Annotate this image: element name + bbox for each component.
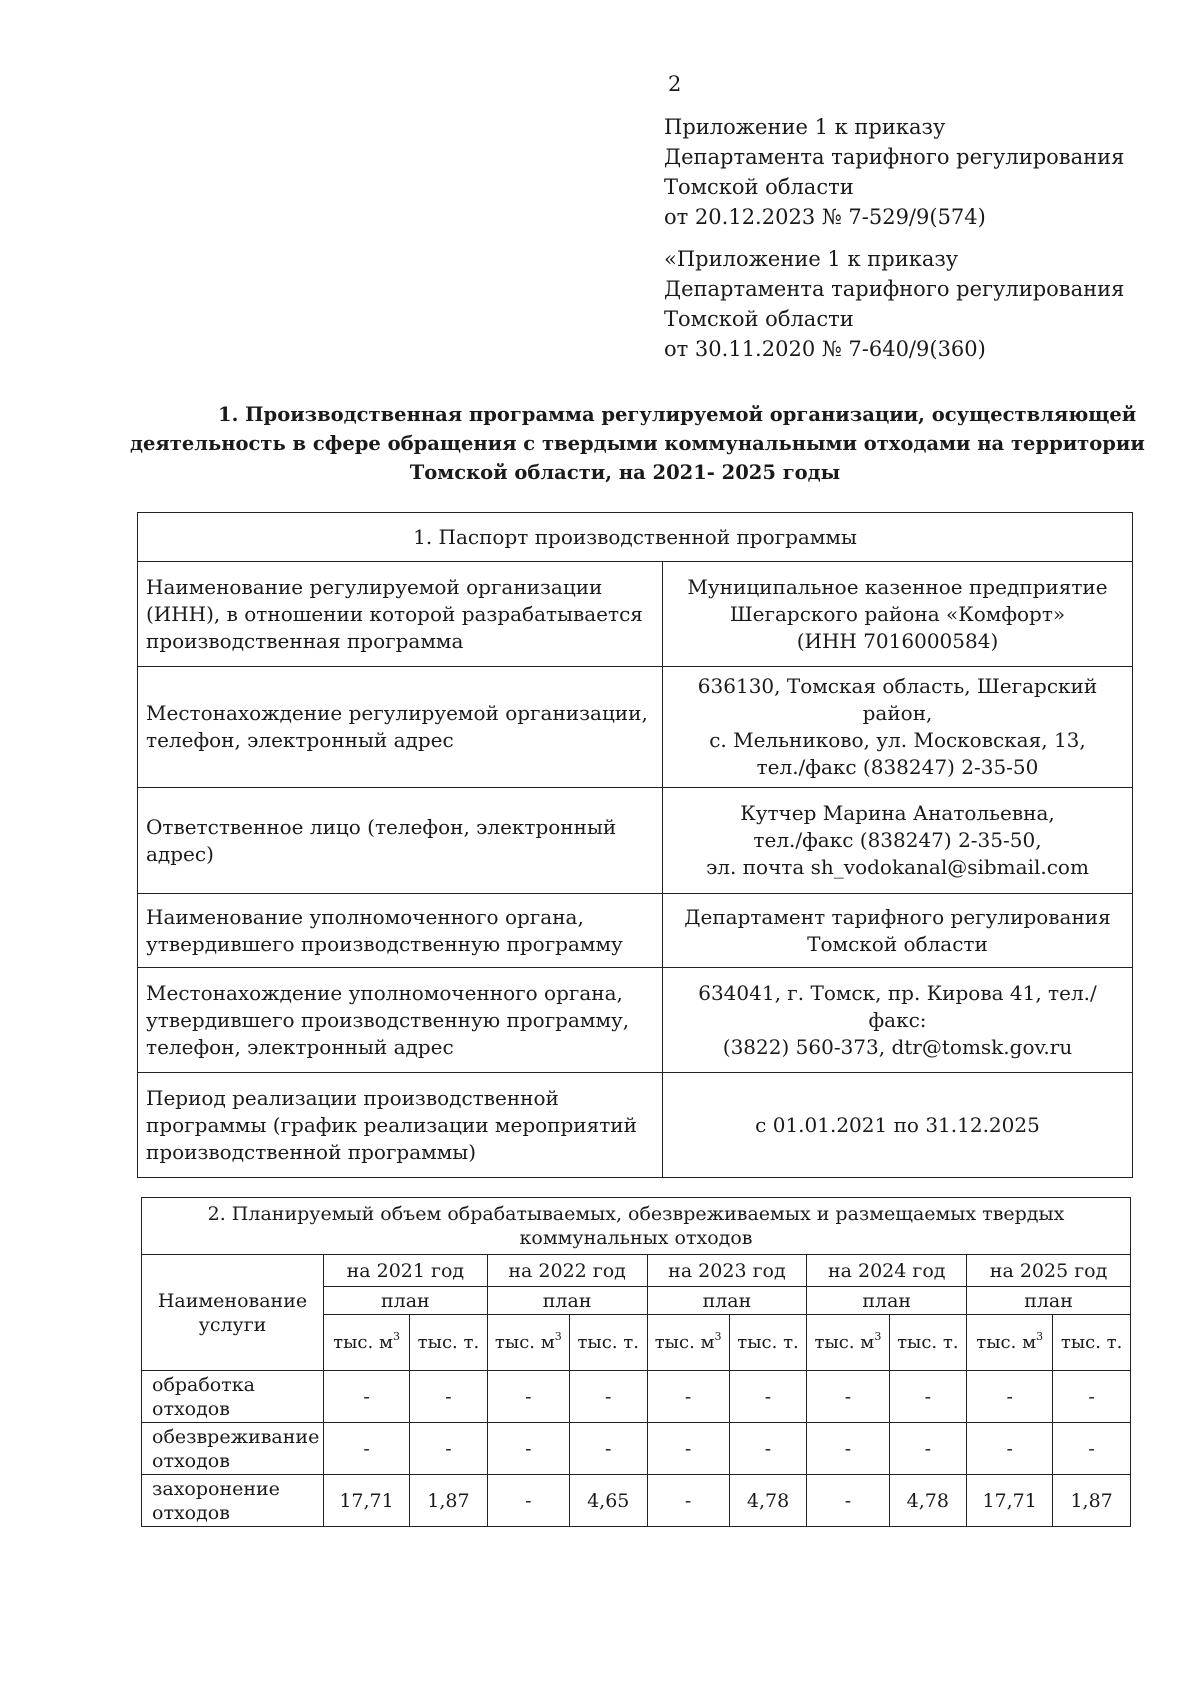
appendix-line: Департамента тарифного регулирования bbox=[664, 277, 1125, 301]
value-cell: - bbox=[889, 1371, 967, 1423]
value-cell: - bbox=[647, 1475, 729, 1527]
table-row bbox=[142, 1423, 1131, 1475]
value-cell: - bbox=[967, 1371, 1053, 1423]
years-row bbox=[142, 1255, 1131, 1287]
title-line: Томской области, на 2021- 2025 годы bbox=[409, 461, 841, 484]
passport-value: с 01.01.2021 по 31.12.2025 bbox=[663, 1073, 1133, 1178]
table-row bbox=[138, 788, 1133, 894]
service-name: захоронение отходов bbox=[142, 1475, 324, 1527]
value-cell: - bbox=[647, 1423, 729, 1475]
appendix-line: «Приложение 1 к приказу bbox=[664, 247, 959, 271]
value-cell: - bbox=[410, 1423, 488, 1475]
unit-m3: тыс. $м^3$ bbox=[487, 1315, 569, 1371]
year-header: на 2024 год bbox=[807, 1255, 967, 1287]
appendix-line: от 30.11.2020 № 7-640/9(360) bbox=[664, 337, 986, 361]
value-cell: 4,65 bbox=[569, 1475, 647, 1527]
value-cell: 4,78 bbox=[889, 1475, 967, 1527]
unit-t: тыс. т. bbox=[1053, 1315, 1131, 1371]
unit-m3: тыс. $м^3$ bbox=[324, 1315, 410, 1371]
appendix-reference-new bbox=[664, 112, 1124, 232]
value-cell: - bbox=[807, 1371, 889, 1423]
unit-m3: тыс. $м^3$ bbox=[807, 1315, 889, 1371]
passport-label: Местонахождение уполномоченного органа, утвердившего производственную программу, телефон, электронный адрес bbox=[138, 968, 663, 1073]
appendix-line: Департамента тарифного регулирования bbox=[664, 145, 1125, 169]
appendix-line: Томской области bbox=[664, 175, 854, 199]
value-cell: 1,87 bbox=[410, 1475, 488, 1527]
unit-t: тыс. т. bbox=[569, 1315, 647, 1371]
service-name: обработка отходов bbox=[142, 1371, 324, 1423]
plan-header: план bbox=[324, 1287, 488, 1315]
table-row bbox=[142, 1371, 1131, 1423]
title-line: деятельность в сфере обращения с твердыми коммунальными отходами на территории bbox=[130, 432, 1145, 455]
unit-m3: тыс. $м^3$ bbox=[647, 1315, 729, 1371]
passport-value: 636130, Томская область, Шегарский район, с. Мельниково, ул. Московская, 13, тел./факс (838247) 2-35-50 bbox=[663, 667, 1133, 788]
value-cell: - bbox=[324, 1423, 410, 1475]
value-cell: - bbox=[410, 1371, 488, 1423]
plan-header: план bbox=[807, 1287, 967, 1315]
volumes-heading: 2. Планируемый объем обрабатываемых, обезвреживаемых и размещаемых твердых коммунальных отходов bbox=[142, 1198, 1131, 1255]
service-header: Наименование услуги bbox=[142, 1255, 324, 1371]
value-cell: - bbox=[1053, 1371, 1131, 1423]
unit-t: тыс. т. bbox=[889, 1315, 967, 1371]
year-header: на 2025 год bbox=[967, 1255, 1131, 1287]
value-cell: - bbox=[807, 1475, 889, 1527]
table-row bbox=[138, 968, 1133, 1073]
year-header: на 2023 год bbox=[647, 1255, 807, 1287]
value-cell: - bbox=[647, 1371, 729, 1423]
plan-header: план bbox=[647, 1287, 807, 1315]
value-cell: - bbox=[569, 1423, 647, 1475]
table-row bbox=[138, 562, 1133, 667]
value-cell: 17,71 bbox=[967, 1475, 1053, 1527]
passport-label: Наименование регулируемой организации (ИНН), в отношении которой разрабатывается производственная программа bbox=[138, 562, 663, 667]
passport-heading-row bbox=[138, 513, 1133, 562]
year-header: на 2021 год bbox=[324, 1255, 488, 1287]
passport-value: Муниципальное казенное предприятие Шегарского района «Комфорт» (ИНН 7016000584) bbox=[663, 562, 1133, 667]
value-cell: - bbox=[967, 1423, 1053, 1475]
title-line: 1. Производственная программа регулируемой организации, осуществляющей bbox=[218, 403, 1137, 426]
passport-label: Ответственное лицо (телефон, электронный адрес) bbox=[138, 788, 663, 894]
passport-value: Департамент тарифного регулирования Томской области bbox=[663, 894, 1133, 968]
unit-m3: тыс. $м^3$ bbox=[967, 1315, 1053, 1371]
table-row bbox=[138, 667, 1133, 788]
value-cell: - bbox=[324, 1371, 410, 1423]
volumes-heading-row bbox=[142, 1198, 1131, 1255]
table-row bbox=[142, 1475, 1131, 1527]
appendix-line: Приложение 1 к приказу bbox=[664, 115, 946, 139]
passport-value: Кутчер Марина Анатольевна, тел./факс (838247) 2-35-50, эл. почта sh_vodokanal@sibmail.com bbox=[663, 788, 1133, 894]
passport-table bbox=[137, 512, 1133, 1178]
passport-heading: 1. Паспорт производственной программы bbox=[138, 513, 1133, 562]
unit-t: тыс. т. bbox=[729, 1315, 807, 1371]
value-cell: 17,71 bbox=[324, 1475, 410, 1527]
appendix-line: Томской области bbox=[664, 307, 854, 331]
passport-value: 634041, г. Томск, пр. Кирова 41, тел./факс: (3822) 560-373, dtr@tomsk.gov.ru bbox=[663, 968, 1133, 1073]
plan-header: план bbox=[967, 1287, 1131, 1315]
value-cell: 1,87 bbox=[1053, 1475, 1131, 1527]
table-row bbox=[138, 1073, 1133, 1178]
value-cell: - bbox=[1053, 1423, 1131, 1475]
unit-t: тыс. т. bbox=[410, 1315, 488, 1371]
value-cell: - bbox=[487, 1371, 569, 1423]
passport-label: Наименование уполномоченного органа, утвердившего производственную программу bbox=[138, 894, 663, 968]
passport-label: Местонахождение регулируемой организации, телефон, электронный адрес bbox=[138, 667, 663, 788]
value-cell: - bbox=[569, 1371, 647, 1423]
page-number: 2 bbox=[668, 72, 682, 96]
value-cell: - bbox=[807, 1423, 889, 1475]
value-cell: 4,78 bbox=[729, 1475, 807, 1527]
service-name: обезвреживание отходов bbox=[142, 1423, 324, 1475]
value-cell: - bbox=[487, 1475, 569, 1527]
document-title bbox=[130, 400, 1145, 487]
value-cell: - bbox=[729, 1371, 807, 1423]
year-header: на 2022 год bbox=[487, 1255, 647, 1287]
appendix-reference-old bbox=[664, 244, 1124, 364]
passport-label: Период реализации производственной программы (график реализации мероприятий производственной программы) bbox=[138, 1073, 663, 1178]
appendix-line: от 20.12.2023 № 7-529/9(574) bbox=[664, 205, 986, 229]
volumes-table bbox=[141, 1197, 1131, 1527]
table-row bbox=[138, 894, 1133, 968]
value-cell: - bbox=[729, 1423, 807, 1475]
plan-header: план bbox=[487, 1287, 647, 1315]
value-cell: - bbox=[889, 1423, 967, 1475]
value-cell: - bbox=[487, 1423, 569, 1475]
